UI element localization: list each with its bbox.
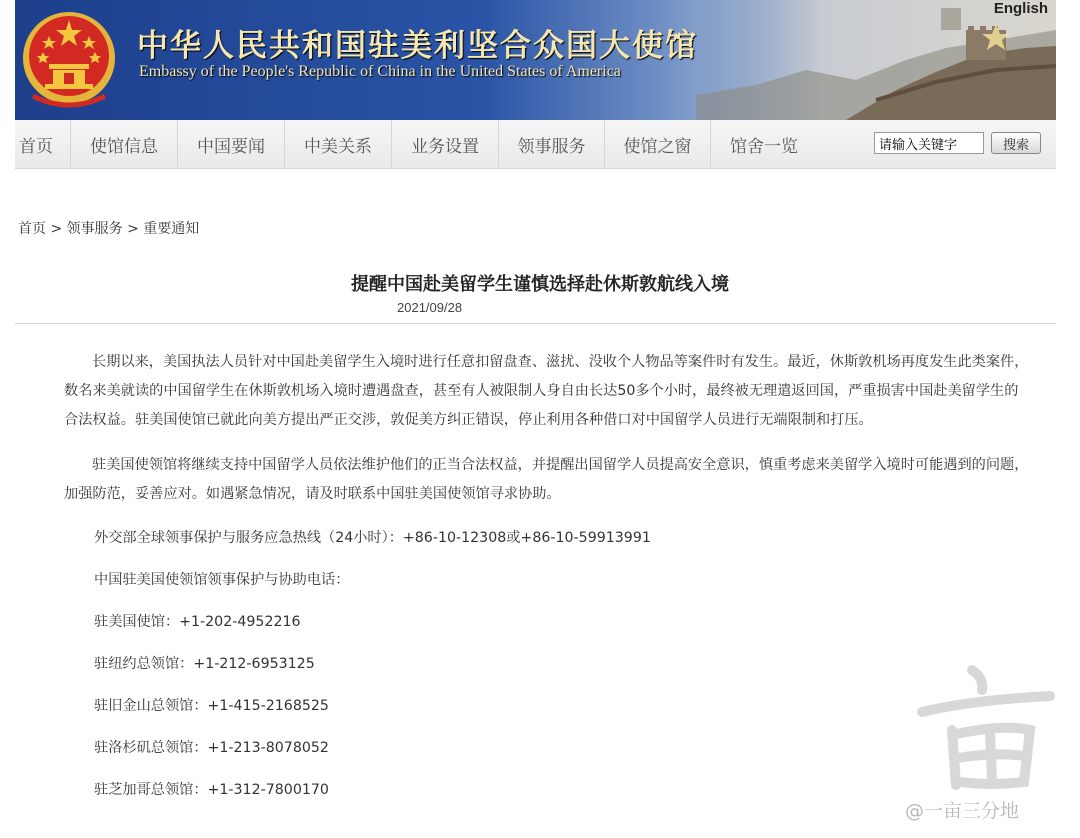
article-body <box>64 348 1032 819</box>
article-date: 2021/09/28 <box>397 300 463 315</box>
article-paragraph: 驻美国使领馆将继续支持中国留学人员依法维护他们的正当合法权益，并提醒出国留学人员提高安全意识，慎重考虑来美留学入境时可能遇到的问题，加强防范，妥善应对。如遇紧急情况，请及时联系中国驻美国使领馆寻求协助。 <box>64 457 1029 502</box>
breadcrumb-home[interactable]: 首页 <box>18 221 46 237</box>
main-nav <box>15 120 1056 169</box>
nav-item-embassy-info[interactable]: 使馆信息 <box>71 120 178 168</box>
search-button[interactable]: 搜索 <box>991 132 1041 154</box>
national-emblem-icon <box>19 6 119 112</box>
embassy-title-en: Embassy of the People's Republic of China in the United States of America <box>139 63 621 80</box>
breadcrumb-separator: > <box>50 221 63 237</box>
great-wall-image <box>696 0 1056 120</box>
nav-item-china-news[interactable]: 中国要闻 <box>178 120 285 168</box>
article-title: 提醒中国赴美留学生谨慎选择赴休斯敦航线入境 <box>351 274 729 295</box>
watermark-logo-icon <box>912 660 1062 800</box>
nav-item-china-us-relations[interactable]: 中美关系 <box>285 120 392 168</box>
nav-item-home[interactable]: 首页 <box>15 120 71 168</box>
nav-item-buildings[interactable]: 馆舍一览 <box>730 136 798 157</box>
header-banner <box>15 0 1056 120</box>
nav-item-consular-services[interactable]: 领事服务 <box>499 120 605 168</box>
search-input[interactable] <box>874 132 984 154</box>
watermark-text: @一亩三分地 <box>905 800 1020 822</box>
nav-item-embassy-window[interactable]: 使馆之窗 <box>605 120 711 168</box>
nav-item-departments[interactable]: 业务设置 <box>392 120 499 168</box>
divider <box>15 323 1056 324</box>
contact-los-angeles: 驻洛杉矶总领馆：+1-213-8078052 <box>94 740 329 756</box>
english-language-link[interactable]: English <box>993 0 1048 17</box>
breadcrumb-separator: > <box>127 221 139 237</box>
contact-san-francisco: 驻旧金山总领馆：+1-415-2168525 <box>94 698 329 714</box>
contact-chicago: 驻芝加哥总领馆：+1-312-7800170 <box>94 782 329 798</box>
contact-new-york: 驻纽约总领馆：+1-212-6953125 <box>94 656 315 672</box>
contact-embassy: 驻美国使馆：+1-202-4952216 <box>94 614 301 630</box>
breadcrumb <box>18 218 199 238</box>
breadcrumb-consular-services[interactable]: 领事服务 <box>66 221 123 237</box>
contact-heading: 中国驻美国使领馆领事保护与协助电话： <box>94 572 350 588</box>
article-paragraph: 长期以来，美国执法人员针对中国赴美留学生入境时进行任意扣留盘查、滋扰、没收个人物品等案件时有发生。最近，休斯敦机场再度发生此类案件，数名来美就读的中国留学生在休斯敦机场入境时遭遇盘查，甚至有人被限制人身自由长达50多个小时，最终被无理遣返回国，严重损害中国赴美留学生的合法权益。驻美国使馆已就此向美方提出严正交涉，敦促美方纠正错误，停止利用各种借口对中国留学人员进行无端限制和打压。 <box>64 354 1029 428</box>
embassy-title-cn: 中华人民共和国驻美利坚合众国大使馆 <box>137 28 698 64</box>
breadcrumb-important-notice[interactable]: 重要通知 <box>143 221 200 237</box>
hotline-text: 外交部全球领事保护与服务应急热线（24小时）：+86-10-12308或+86-10-59913991 <box>94 530 651 546</box>
